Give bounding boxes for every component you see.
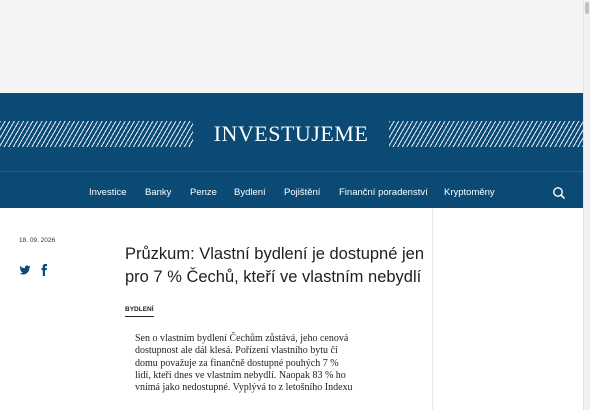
header-stripes-left	[0, 121, 193, 147]
nav-item-investice[interactable]: Investice	[89, 187, 127, 198]
header-stripes-right	[389, 121, 583, 147]
nav-item-banky[interactable]: Banky	[145, 187, 172, 198]
search-button[interactable]	[551, 184, 567, 202]
scrollbar[interactable]	[583, 0, 590, 410]
article-date: 18. 09. 2026	[19, 237, 56, 244]
article-category-link[interactable]: BYDLENÍ	[125, 306, 154, 317]
article-headline: Průzkum: Vlastní bydlení je dostupné jen pro 7 % Čechů, kteří ve vlastním nebydlí	[125, 245, 425, 286]
article-perex: Sen o vlastním bydlení Čechům zůstává, jeho cenová dostupnost ale dál klesá. Pořízení vlastního bytu či domu považuje za finančně dostupné pouhých 7 % lidí, kteří dnes ve vlastním nebydlí. Naopak 83 % ho vnímá jako nedostupné. Vyplývá to z letošního Indexu	[135, 333, 353, 394]
nav-item-financni-poradenstvi[interactable]: Finanční poradenství	[339, 187, 428, 198]
browser-top-area	[0, 0, 583, 93]
nav-item-kryptomeny[interactable]: Kryptoměny	[444, 187, 495, 198]
sidebar-divider	[432, 208, 433, 410]
nav-divider	[0, 171, 583, 172]
nav-item-bydleni[interactable]: Bydlení	[234, 187, 266, 198]
twitter-icon	[19, 264, 31, 276]
search-icon	[551, 184, 567, 202]
site-logo[interactable]: INVESTUJEME	[213, 121, 369, 146]
facebook-icon	[38, 264, 50, 276]
nav-item-penze[interactable]: Penze	[190, 187, 217, 198]
scrollbar-thumb[interactable]	[585, 2, 589, 14]
nav-item-pojisteni[interactable]: Pojištění	[284, 187, 321, 198]
share-twitter-button[interactable]	[19, 263, 31, 275]
main-nav	[0, 184, 583, 202]
share-facebook-button[interactable]	[38, 263, 50, 275]
site-header	[0, 93, 583, 208]
